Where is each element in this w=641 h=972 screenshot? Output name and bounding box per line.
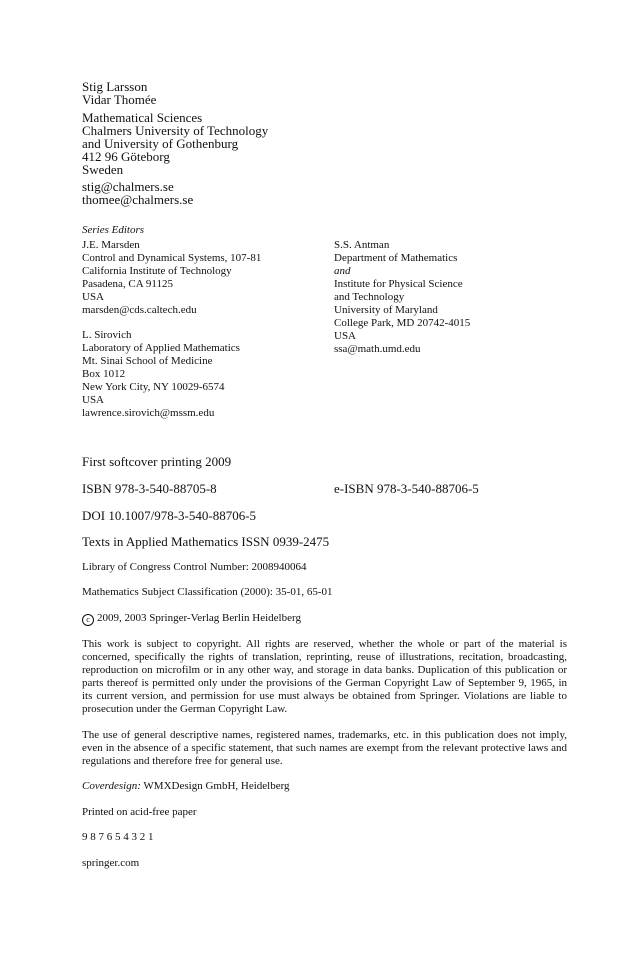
editor-line: Box 1012 [82, 368, 126, 380]
editor-line: and Technology [334, 291, 405, 303]
editor-line: Department of Mathematics [334, 252, 458, 264]
copyright-symbol: c [82, 614, 94, 626]
affiliation-line: Sweden [82, 162, 124, 177]
affiliation-line: 412 96 Göteborg [82, 149, 170, 164]
editor-line: Laboratory of Applied Mathematics [82, 342, 240, 354]
print-line: 9 8 7 6 5 4 3 2 1 [82, 831, 154, 843]
editor-line: lawrence.sirovich@mssm.edu [82, 407, 215, 419]
coverdesign-label: Coverdesign: [82, 780, 141, 792]
editor-line: California Institute of Technology [82, 265, 232, 277]
editor-marsden [82, 239, 261, 317]
editor-line: marsden@cds.caltech.edu [82, 304, 197, 316]
coverdesign [82, 780, 290, 793]
editor-line: and [334, 265, 351, 277]
author-name: Vidar Thomée [82, 92, 157, 107]
series-issn: Texts in Applied Mathematics ISSN 0939-2475 [82, 534, 330, 549]
editor-line: College Park, MD 20742-4015 [334, 317, 471, 329]
author-email: stig@chalmers.se [82, 179, 174, 194]
editor-line: L. Sirovich [82, 329, 132, 341]
editor-line: USA [82, 394, 105, 406]
author-emails [82, 180, 193, 206]
editor-line: J.E. Marsden [82, 239, 140, 251]
editor-line: USA [334, 330, 357, 342]
editor-line: Pasadena, CA 91125 [82, 278, 173, 290]
rights-paragraph: This work is subject to copyright. All rights are reserved, whether the whole or part of the material is concerned, specifically the rights of translation, reprinting, reuse of illustrations, recitation, broadcasting, reproduction on microfilm or in any other way, and storage in data banks. Duplication of this publication or parts thereof is permitted only under the provisions of the German Copyright Law of September 9, 1965, in its current version, and permission for use must always be obtained from Springer. Violations are liable to prosecution under the German Copyright Law. [82, 638, 567, 715]
msc-classification: Mathematics Subject Classification (2000): 35-01, 65-01 [82, 586, 333, 598]
doi: DOI 10.1007/978-3-540-88706-5 [82, 508, 257, 523]
author-affiliation [82, 111, 268, 176]
loc-number: Library of Congress Control Number: 2008940064 [82, 561, 307, 573]
isbn: ISBN 978-3-540-88705-8 [82, 481, 217, 496]
eisbn: e-ISBN 978-3-540-88706-5 [334, 481, 479, 496]
editor-line: Institute for Physical Science [334, 278, 463, 290]
affiliation-line: and University of Gothenburg [82, 136, 239, 151]
affiliation-line: Mathematical Sciences [82, 110, 203, 125]
copyright-line [82, 612, 301, 626]
paper-note: Printed on acid-free paper [82, 806, 197, 818]
editor-line: ssa@math.umd.edu [334, 343, 421, 355]
editor-line: New York City, NY 10029-6574 [82, 381, 225, 393]
coverdesign-value: WMXDesign GmbH, Heidelberg [143, 780, 290, 792]
editor-line: University of Maryland [334, 304, 438, 316]
author-names [82, 80, 156, 106]
author-email: thomee@chalmers.se [82, 192, 194, 207]
trademark-paragraph: The use of general descriptive names, registered names, trademarks, etc. in this publication does not imply, even in the absence of a specific statement, that such names are exempt from the relevant protective laws and regulations and therefore free for general use. [82, 729, 567, 767]
editor-line: S.S. Antman [334, 239, 390, 251]
editor-line: Mt. Sinai School of Medicine [82, 355, 213, 367]
copyright-text: 2009, 2003 Springer-Verlag Berlin Heidelberg [97, 612, 301, 624]
editor-sirovich [82, 329, 240, 420]
first-printing: First softcover printing 2009 [82, 454, 232, 469]
author-name: Stig Larsson [82, 79, 148, 94]
editor-line: USA [82, 291, 105, 303]
editor-antman [334, 239, 470, 356]
website: springer.com [82, 857, 140, 869]
affiliation-line: Chalmers University of Technology [82, 123, 269, 138]
series-editors-heading: Series Editors [82, 224, 145, 236]
editor-line: Control and Dynamical Systems, 107-81 [82, 252, 262, 264]
